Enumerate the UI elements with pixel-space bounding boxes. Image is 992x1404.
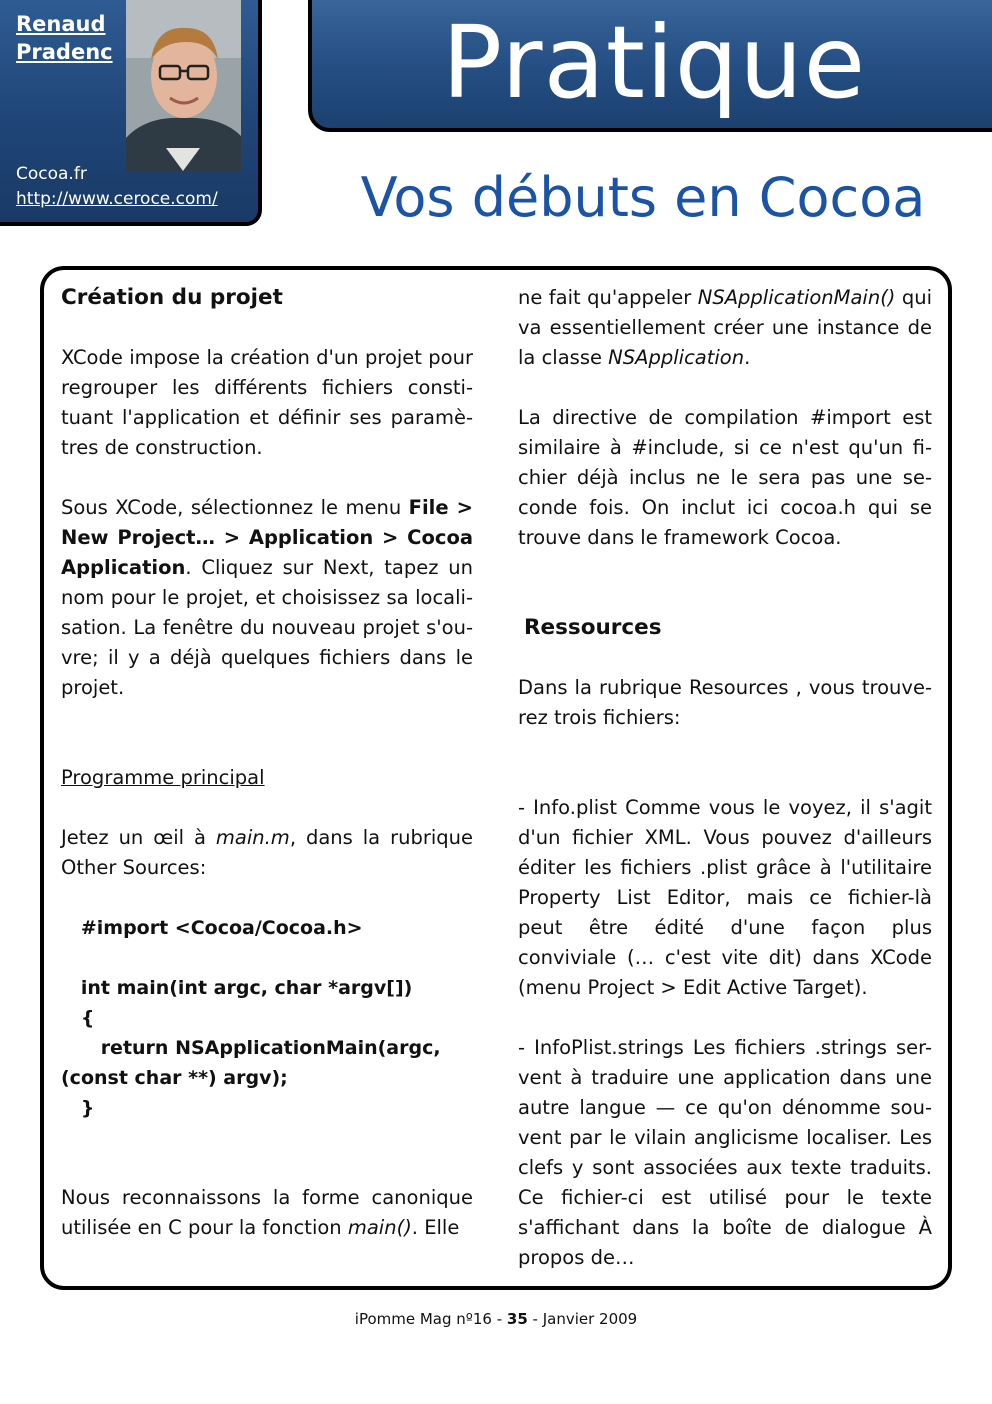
left-column [61,283,473,1243]
filename: main.m [215,826,290,849]
right-column [518,283,932,1273]
author-last-name: Pradenc [16,40,113,64]
text-span: . Elle [411,1216,460,1239]
text-span: ne fait qu'appeler [518,286,698,309]
class-name: NSApplication [608,346,745,369]
code-line [61,943,473,973]
paragraph-import-directive: La directive de compilation #import est similaire à #include, si ce n'est qu'un fi-chier déjà inclus ne le sera pas une se-conde fois. On inclut ici cocoa.h qui se trouve dans le framework Cocoa. [518,406,932,549]
code-line: return NSApplicationMain(argc, [61,1037,441,1059]
author-site: Cocoa.fr [16,164,87,184]
paragraph-infoplist-strings: - InfoPlist.strings Les fichiers .strings ser-vent à traduire une application dans une autre langue — ce qu'on dénomme sou-vent par le vilain anglicisme localiser. Les clefs y sont associées aux texte traduits. Ce fichier-ci est utilisé pour le texte s'affichant dans la boîte de dialogue À propos de… [518,1036,932,1269]
paragraph-info-plist: - Info.plist Comme vous le voyez, il s'agit d'un fichier XML. Vous pouvez d'ailleurs éditer les fichiers .plist grâce à l'utilitaire Property List Editor, mais ce fichier-là peut être édité d'une façon plus conviviale (… c'est vite dit) dans XCode (menu Project > Edit Active Target). [518,796,932,999]
code-line: (const char **) argv); [61,1067,288,1089]
code-line: #import <Cocoa/Cocoa.h> [61,917,363,939]
author-photo [126,0,241,171]
function-name: NSApplicationMain() [697,286,896,309]
footer-date: - Janvier 2009 [527,1310,638,1328]
text-span: Sous XCode, sélectionnez le menu [61,496,409,519]
section-title: Pratique [441,4,867,121]
footer-text: iPomme Mag nº16 - [354,1310,507,1328]
text-span: , dans la rubrique Other Sources: [61,826,473,879]
paragraph-nsapplicationmain [518,283,932,373]
heading-creation-projet: Création du projet [61,285,283,310]
author-url-link[interactable]: http://www.ceroce.com/ [16,189,218,209]
code-block [61,913,473,1123]
text-span: Nous reconnaissons la forme canonique utilisée en C pour la fonction [61,1186,473,1239]
page-footer [0,1310,992,1328]
author-first-name: Renaud [16,12,106,36]
author-box [0,0,262,226]
text-span: . [744,346,751,369]
page-number: 35 [506,1310,528,1328]
paragraph-menu-instructions [61,493,473,703]
author-portrait-image [126,0,241,171]
menu-path: File > New Project… > Application > Cocoa Application [61,496,473,579]
paragraph-forme-canonique [61,1183,473,1243]
text-span: Jetez un œil à [61,826,216,849]
code-line: } [61,1097,95,1119]
code-line: { [61,1007,95,1029]
function-name: main() [347,1216,412,1239]
heading-programme-principal: Programme principal [61,766,265,789]
article-title: Vos débuts en Cocoa [360,166,926,229]
paragraph-xcode-projet: XCode impose la création d'un projet pour regrouper les différents fichiers consti-tuant l'application et définir ses paramè-tres de construction. [61,346,473,459]
code-line: int main(int argc, char *argv[]) [61,977,413,999]
text-span: qui va essentiellement créer une instance de la classe [518,286,932,369]
section-banner [308,0,992,132]
author-links [16,162,218,212]
text-span: . Cliquez sur Next, tapez un nom pour le projet, et choisissez sa locali-sation. La fenêtre du nouveau projet s'ou-vre; il y a déjà quelques fichiers dans le projet. [61,556,473,699]
paragraph-main-m [61,823,473,883]
heading-ressources: Ressources [524,615,662,640]
author-name[interactable] [16,10,113,66]
paragraph-resources-intro: Dans la rubrique Resources , vous trouve-rez trois fichiers: [518,676,932,729]
